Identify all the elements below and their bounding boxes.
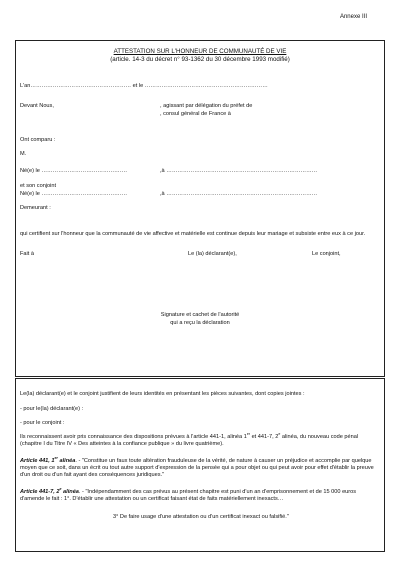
ont-comparu-label: Ont comparu :	[20, 137, 56, 143]
lan-line[interactable]: L'an……………………………………………… et le …………………………………………………………	[20, 83, 268, 89]
pour-declarant-field[interactable]: - pour le(la) déclarant(e) :	[20, 406, 84, 412]
article-441-7: Article 441-7, 2e alinéa. - "Indépendamment des cas prévus au présent chapitre est puni d'un an d'emprisonnement et de 15 000 euros d'amende le fait : 1°. D'établir une attestation ou un certificat faisant état de faits matériellement inexacts…	[20, 487, 357, 502]
reconnaissent-text: Ils reconnaissent avoir pris connaissance des dispositions prévues à l'article 441-1, alinéa 1er et 441-7, 2e alinéa, du nouveau code pénal (chapitre I du Titre IV « Des atteintes à la confiance publique » du livre quatrième).	[20, 432, 359, 447]
pieces-frame	[15, 378, 385, 552]
document-subtitle: (article. 14-3 du décret n° 93-1362 du 30 décembre 1993 modifié)	[110, 55, 290, 63]
fait-a-label[interactable]: Fait à	[20, 251, 34, 257]
document-title: ATTESTATION SUR L'HONNEUR DE COMMUNAUTÉ DE VIE	[113, 48, 287, 55]
devant-nous-label: Devant Nous,	[20, 103, 54, 109]
certification-text: qui certifient sur l'honneur que la communauté de vie affective et matérielle est continue depuis leur mariage et subsiste entre eux à ce jour.	[20, 231, 366, 237]
authority-signature-line1: Signature et cachet de l'autorité	[160, 312, 240, 318]
title-block	[16, 48, 384, 64]
demeurant-label[interactable]: Demeurant :	[20, 205, 51, 211]
conjoint-signature-label: Le conjoint,	[312, 251, 341, 257]
consul-text: , consul général de France à	[160, 111, 231, 117]
m-label[interactable]: M.	[20, 151, 27, 157]
justifient-text: Le(la) déclarant(e) et le conjoint justifient de leurs identités en présentant les pièces suivantes, dont copies jointes :	[20, 391, 305, 397]
declarant-signature-label: Le (la) déclarant(e),	[188, 251, 237, 257]
conjoint-nee-a-field[interactable]: ,à ………………………………………………………………………	[160, 191, 318, 197]
article-441-7-point3: 3° De faire usage d'une attestation ou d'un certificat inexact ou falsifié."	[113, 514, 289, 520]
nee-a-field[interactable]: ,à ………………………………………………………………………	[160, 168, 318, 174]
conjoint-nee-le-field[interactable]: Né(e) le ……………………………………….	[20, 191, 127, 197]
nee-le-field[interactable]: Né(e) le ……………………………………….	[20, 168, 127, 174]
article-441-1: Article 441, 1er alinéa. - "Constitue un faux toute altération frauduleuse de la vérité, de nature à causer un préjudice et accomplie par quelque moyen que ce soit, dans un écrit ou tout autre support d'expression de la pensée qui a pour objet ou qui peut avoir pour effet d'établir la preuve d'un droit ou d'un fait ayant des conséquences juridiques."	[20, 456, 374, 478]
pour-conjoint-field[interactable]: - pour le conjoint :	[20, 420, 65, 426]
annexe-label: Annexe III	[339, 14, 367, 20]
agissant-text: , agissant par délégation du préfet de	[160, 103, 253, 109]
conjoint-label: et son conjoint	[20, 183, 57, 189]
authority-signature-line2: qui a reçu la déclaration	[170, 320, 230, 326]
attestation-frame	[15, 40, 385, 377]
